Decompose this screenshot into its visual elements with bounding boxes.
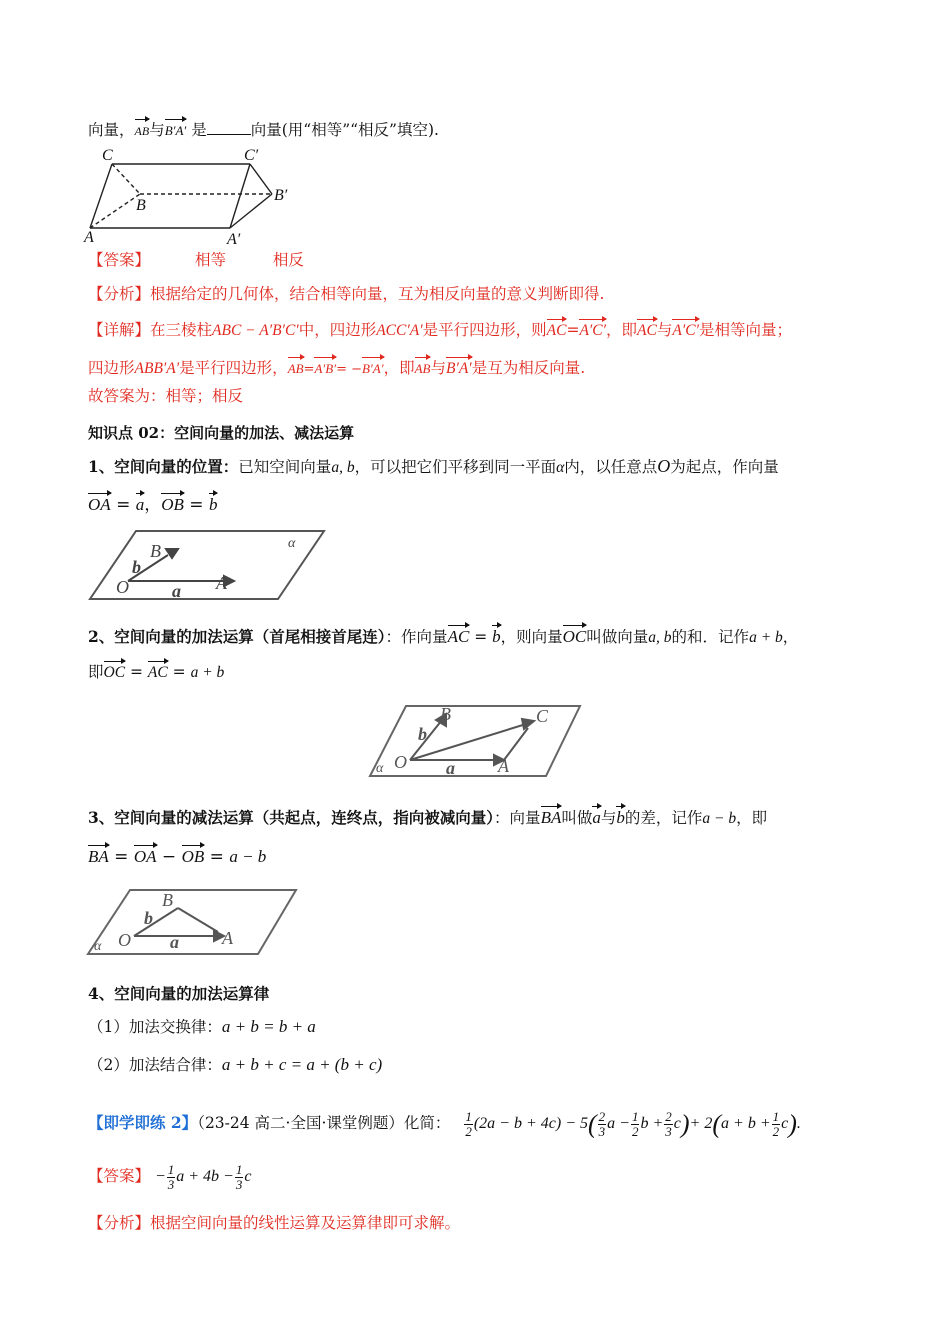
vector-a: a <box>592 803 601 829</box>
label-b: B <box>136 197 146 214</box>
s2-text: 的和．记作 <box>671 628 750 646</box>
label-ap: A′ <box>227 231 241 247</box>
edge-bpap <box>230 194 272 228</box>
detail-text: ，即 <box>606 321 638 339</box>
analysis-text: 根据空间向量的线性运算及运算律即可求解。 <box>150 1214 461 1232</box>
label-o: O <box>116 577 129 597</box>
analysis-tag: 【分析】 <box>88 285 151 303</box>
s3-text: ：向量 <box>494 809 541 827</box>
s1-text: ，可以把它们平移到同一平面 <box>354 458 557 476</box>
figure-1 <box>88 527 328 605</box>
fill-blank <box>207 120 251 135</box>
answer-tag: 【答案】 <box>88 251 151 269</box>
practice-source: （23-24 高二·全国·课堂例题）化简： <box>197 1114 451 1133</box>
label-b: B <box>440 704 451 724</box>
rule-formula: a + b + c = a + (b + c) <box>221 1055 383 1074</box>
s3-text: 与 <box>600 809 617 827</box>
section-1-line-2: OA = a，OB = b <box>88 490 217 516</box>
rule-1 <box>88 1016 316 1038</box>
detail-text: 是平行四边形， <box>179 359 288 377</box>
intro-shi: 是 <box>191 121 207 139</box>
label-b: B <box>162 890 173 910</box>
section-3-line-2: BA = OA − OB = a − b <box>88 842 266 868</box>
section-3-line-1 <box>88 803 767 830</box>
s2-text: 即 <box>88 663 104 681</box>
edge-ca <box>90 164 112 228</box>
detail-text: 是互为相反向量. <box>471 359 586 377</box>
answer-1 <box>88 249 304 271</box>
label-o: O <box>118 930 131 950</box>
edge-ab <box>90 194 140 228</box>
label-alpha: α <box>376 761 384 776</box>
vector: AC <box>637 316 657 342</box>
detail-text: 与 <box>656 321 673 339</box>
edge-cb <box>112 164 140 194</box>
s2-text: ，则向量 <box>500 628 563 646</box>
vector: AC <box>547 316 567 342</box>
vector-ob: OB <box>161 490 184 516</box>
s3-text: 叫做 <box>561 809 593 827</box>
practice-formula: $\frac{1}{2}$ (2a − b + 4c) − 5( $\frac{2}{3}$ a − $\frac{1}{2}$ b + $\frac{2}{3}$ c)+ 2(a + b + $\frac{1}{2}$ c). <box>465 1109 801 1139</box>
section-2-line-2: 即OC = AC = a + b <box>88 658 224 684</box>
s3-text: ，即 <box>736 809 768 827</box>
vector-b: b <box>209 490 218 516</box>
rule-label: （2）加法结合律： <box>88 1056 222 1074</box>
detail-text: 四边形 <box>88 359 135 377</box>
vector: A′C′ <box>672 316 699 342</box>
conclusion-text: 故答案为：相等；相反 <box>88 387 244 405</box>
detail-text: 是相等向量； <box>698 321 792 339</box>
vector-oa: OA <box>88 490 111 516</box>
vector: AB <box>288 354 304 380</box>
math-sum: a + b <box>190 664 225 681</box>
section-1-line-1 <box>88 455 779 479</box>
intro-yu: 与 <box>149 121 165 139</box>
arrowhead-b <box>166 549 178 558</box>
vector-ba: BA <box>541 803 562 829</box>
rule-formula: a + b = b + a <box>221 1017 316 1036</box>
vector-b: b <box>616 803 625 829</box>
vector-oa: OA <box>134 842 157 868</box>
label-b: B <box>150 541 161 561</box>
label-vec-a: a <box>446 758 455 778</box>
label-c: C <box>102 147 113 164</box>
math-sum: a + b <box>749 629 783 646</box>
detail-text: ，即 <box>383 359 415 377</box>
answer-value-2: 相反 <box>272 251 304 269</box>
label-o: O <box>394 752 407 772</box>
analysis-tag: 【分析】 <box>88 1214 151 1232</box>
math-diff: a − b <box>702 810 737 827</box>
label-cp: C′ <box>244 147 259 164</box>
practice-tag: 【即学即练 2】 <box>88 1113 198 1133</box>
vector: B′A′ <box>446 354 472 380</box>
analysis-1 <box>88 283 604 305</box>
edge-cpap <box>230 164 250 228</box>
vector-ac: AC <box>448 622 470 648</box>
kp02-title: 知识点 02：空间向量的加法、减法运算 <box>88 424 355 442</box>
math-quad: ACC′A′ <box>376 322 423 339</box>
label-vec-b: b <box>132 557 141 577</box>
arrowhead-oc <box>522 719 534 729</box>
intro-line <box>88 116 439 142</box>
vector: B′A′ <box>362 354 384 380</box>
minus: = − <box>336 362 362 377</box>
s1-text: 内，以任意点 <box>564 458 658 476</box>
section-3-head: 3、空间向量的减法运算（共起点，连终点，指向被减向量） <box>88 808 495 827</box>
vector-b: b <box>492 622 501 648</box>
section-4-head: 4、空间向量的加法运算律 <box>88 984 270 1003</box>
detail-text: 与 <box>430 359 446 377</box>
intro-text: 向量， <box>88 121 135 139</box>
label-a: A <box>498 756 509 776</box>
vector-ac: AC <box>148 658 168 684</box>
intro-tail: 向量(用“相等”“相反”填空). <box>250 121 439 139</box>
s2-tail: ， <box>782 628 799 646</box>
detail-1-line-2: 四边形ABB′A′是平行四边形，AB=A′B′= −B′A′，即AB与B′A′是互为相反向量. <box>88 354 585 381</box>
vector-a: a <box>136 490 145 516</box>
vector-oc: OC <box>104 658 126 684</box>
math-prism: ABC − A′B′C′ <box>212 322 299 339</box>
section-2-line-1: 2、空间向量的加法运算（首尾相接首尾连）：作向量AC = b，则向量OC叫做向量a, b的和．记作a + b， <box>88 622 798 649</box>
practice-line <box>88 1110 801 1139</box>
math-alpha: α <box>556 459 565 476</box>
vector: A′B′ <box>314 354 336 380</box>
figure-3 <box>86 886 300 958</box>
detail-text: 中，四边形 <box>298 321 377 339</box>
figure-2 <box>366 700 584 780</box>
answer-formula: − $\frac{1}{3}$ a + 4b − $\frac{1}{3}$ c <box>154 1162 252 1192</box>
s1-text: 为起点，作向量 <box>670 458 779 476</box>
label-bp: B′ <box>274 187 288 204</box>
label-a: A <box>84 229 94 246</box>
s2-text: ：作向量 <box>385 628 448 646</box>
s1-text: 已知空间向量 <box>238 458 332 476</box>
math-quad: ABB′A′ <box>134 360 180 377</box>
math-ab: a, b <box>331 459 355 476</box>
sep: ， <box>144 495 162 515</box>
analysis-text: 根据给定的几何体，结合相等向量，互为相反向量的意义判断即得. <box>150 285 605 303</box>
section-2-head: 2、空间向量的加法运算（首尾相接首尾连） <box>88 627 386 646</box>
analysis-2 <box>88 1212 460 1234</box>
detail-text: 是平行四边形，则 <box>422 321 547 339</box>
math-diff: a − b <box>229 847 267 866</box>
answer-tag: 【答案】 <box>88 1167 151 1186</box>
frac: $\frac{1}{2}$ <box>465 1109 472 1139</box>
rule-label: （1）加法交换律： <box>88 1018 222 1036</box>
label-vec-b: b <box>144 908 153 928</box>
vector: A′C′ <box>579 316 606 342</box>
math-ab: a, b <box>648 629 672 646</box>
label-vec-b: b <box>418 724 427 744</box>
answer-2 <box>88 1163 251 1192</box>
prism-figure <box>82 142 302 247</box>
answer-value-1: 相等 <box>194 251 226 269</box>
eq: = <box>566 321 580 339</box>
vector-oc: OC <box>563 622 587 648</box>
vector: AB <box>415 354 431 380</box>
label-c: C <box>536 706 549 726</box>
detail-tag: 【详解】 <box>88 321 151 339</box>
label-alpha: α <box>288 536 296 551</box>
label-a: A <box>222 928 233 948</box>
section-1-head: 1、空间向量的位置： <box>88 457 239 476</box>
detail-1-line-1 <box>88 316 792 342</box>
s3-text: 的差，记作 <box>624 809 703 827</box>
detail-text: 在三棱柱 <box>150 321 213 339</box>
edge-cpbp <box>250 164 272 194</box>
vector-ab: AB <box>135 116 150 142</box>
vector-ba: BA <box>88 842 109 868</box>
label-a: A <box>216 573 227 593</box>
rule-2 <box>88 1054 382 1076</box>
math-o: O <box>657 456 671 476</box>
vector-ob: OB <box>182 842 205 868</box>
label-vec-a: a <box>170 932 179 952</box>
s2-text: 叫做向量 <box>586 628 649 646</box>
vector-ba: B′A′ <box>165 116 187 142</box>
label-vec-a: a <box>172 581 181 601</box>
arrow-ba <box>178 908 218 932</box>
conclusion-1 <box>88 385 243 407</box>
label-alpha: α <box>94 939 102 954</box>
